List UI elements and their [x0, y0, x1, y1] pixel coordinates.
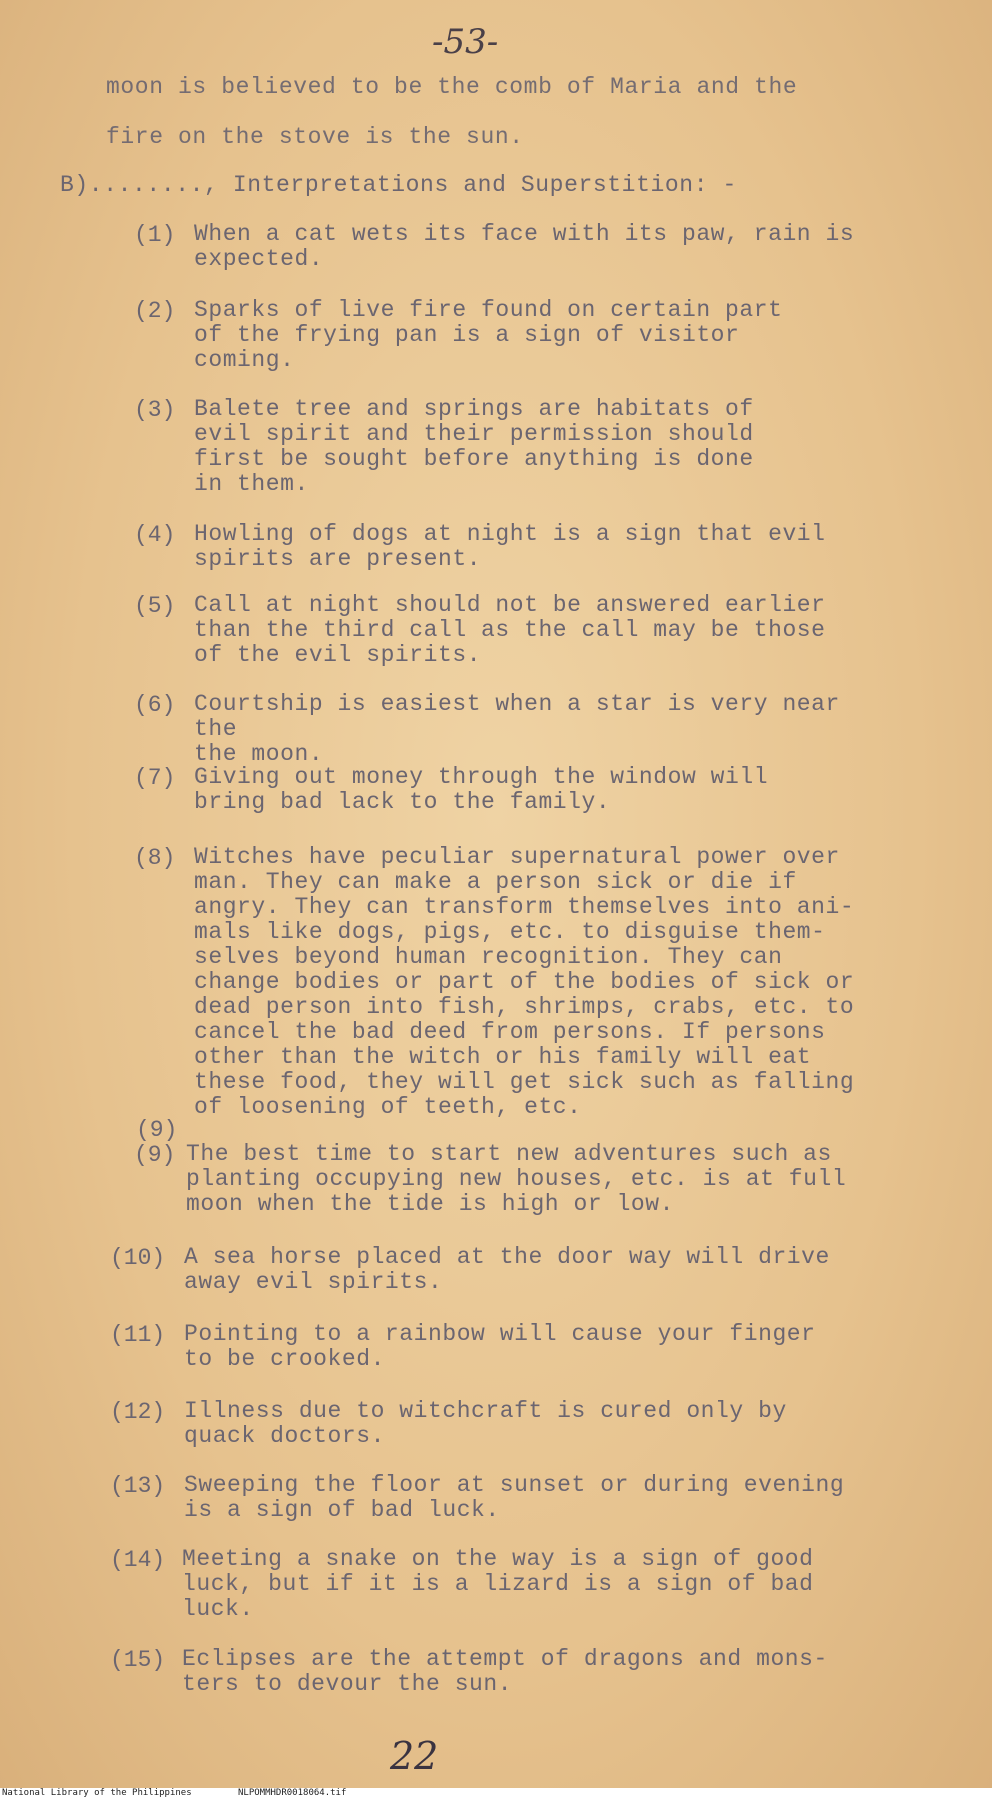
- item-number: (4): [134, 522, 176, 548]
- footer-bar: [0, 1788, 992, 1800]
- item-number: (13): [110, 1473, 166, 1499]
- intro-line-2: fire on the stove is the sun.: [106, 124, 524, 150]
- item-text: Balete tree and springs are habitats of evil spirit and their permission should first be sought before anything is done in them.: [194, 396, 754, 497]
- item-text: Giving out money through the window will bring bad lack to the family.: [194, 764, 769, 815]
- item-text: Witches have peculiar supernatural power over man. They can make a person sick or die if angry. They can transform themselves into ani- mals like dogs, pigs, etc. to disguise them- selves beyond human recognition. They can change bodies or part of the bodies of sick or dead person into fish, shrimps, crabs, etc. to cancel the bad deed from persons. If persons other than the witch or his family will eat these food, they will get sick such as falling of loosening of teeth, etc.: [194, 844, 855, 1120]
- page-number: -53-: [432, 22, 499, 62]
- item-text: Call at night should not be answered earlier than the third call as the call may be those of the evil spirits.: [194, 592, 826, 668]
- item-text: A sea horse placed at the door way will drive away evil spirits.: [184, 1244, 830, 1295]
- item-number: (3): [134, 397, 176, 423]
- item-text: The best time to start new adventures such as planting occupying new houses, etc. is at full moon when the tide is high or low.: [186, 1141, 847, 1217]
- item-text: Eclipses are the attempt of dragons and mons- ters to devour the sun.: [182, 1646, 828, 1697]
- item-text: Sweeping the floor at sunset or during evening is a sign of bad luck.: [184, 1472, 845, 1523]
- item-number: (1): [134, 222, 176, 248]
- item-text: Sparks of live fire found on certain part of the frying pan is a sign of visitor coming.: [194, 297, 783, 373]
- item-text: When a cat wets its face with its paw, rain is expected.: [194, 221, 855, 272]
- intro-line-1: moon is believed to be the comb of Maria and the: [106, 74, 798, 100]
- item-number: (14): [110, 1547, 166, 1573]
- item-number: (5): [134, 593, 176, 619]
- item-text: Illness due to witchcraft is cured only by quack doctors.: [184, 1398, 787, 1449]
- footer-filename: NLPOMMHDR0018064.tif: [238, 1788, 347, 1798]
- item-number: (8): [134, 845, 176, 871]
- stray-item-number: (9): [136, 1117, 178, 1143]
- handwritten-mark: 22: [390, 1734, 439, 1778]
- item-number: (9): [134, 1142, 176, 1168]
- section-heading: B)........, Interpretations and Superstition: -: [60, 172, 737, 198]
- item-text: Pointing to a rainbow will cause your finger to be crooked.: [184, 1321, 816, 1372]
- item-text: Courtship is easiest when a star is very near the the moon.: [194, 691, 840, 767]
- item-number: (6): [134, 692, 176, 718]
- item-number: (11): [110, 1322, 166, 1348]
- item-text: Howling of dogs at night is a sign that evil spirits are present.: [194, 521, 826, 572]
- item-text: Meeting a snake on the way is a sign of good luck, but if it is a lizard is a sign of bad luck.: [182, 1546, 814, 1622]
- footer-library-label: National Library of the Philippines: [2, 1788, 192, 1798]
- item-number: (15): [110, 1647, 166, 1673]
- item-number: (12): [110, 1399, 166, 1425]
- item-number: (2): [134, 298, 176, 324]
- item-number: (7): [134, 765, 176, 791]
- item-number: (10): [110, 1245, 166, 1271]
